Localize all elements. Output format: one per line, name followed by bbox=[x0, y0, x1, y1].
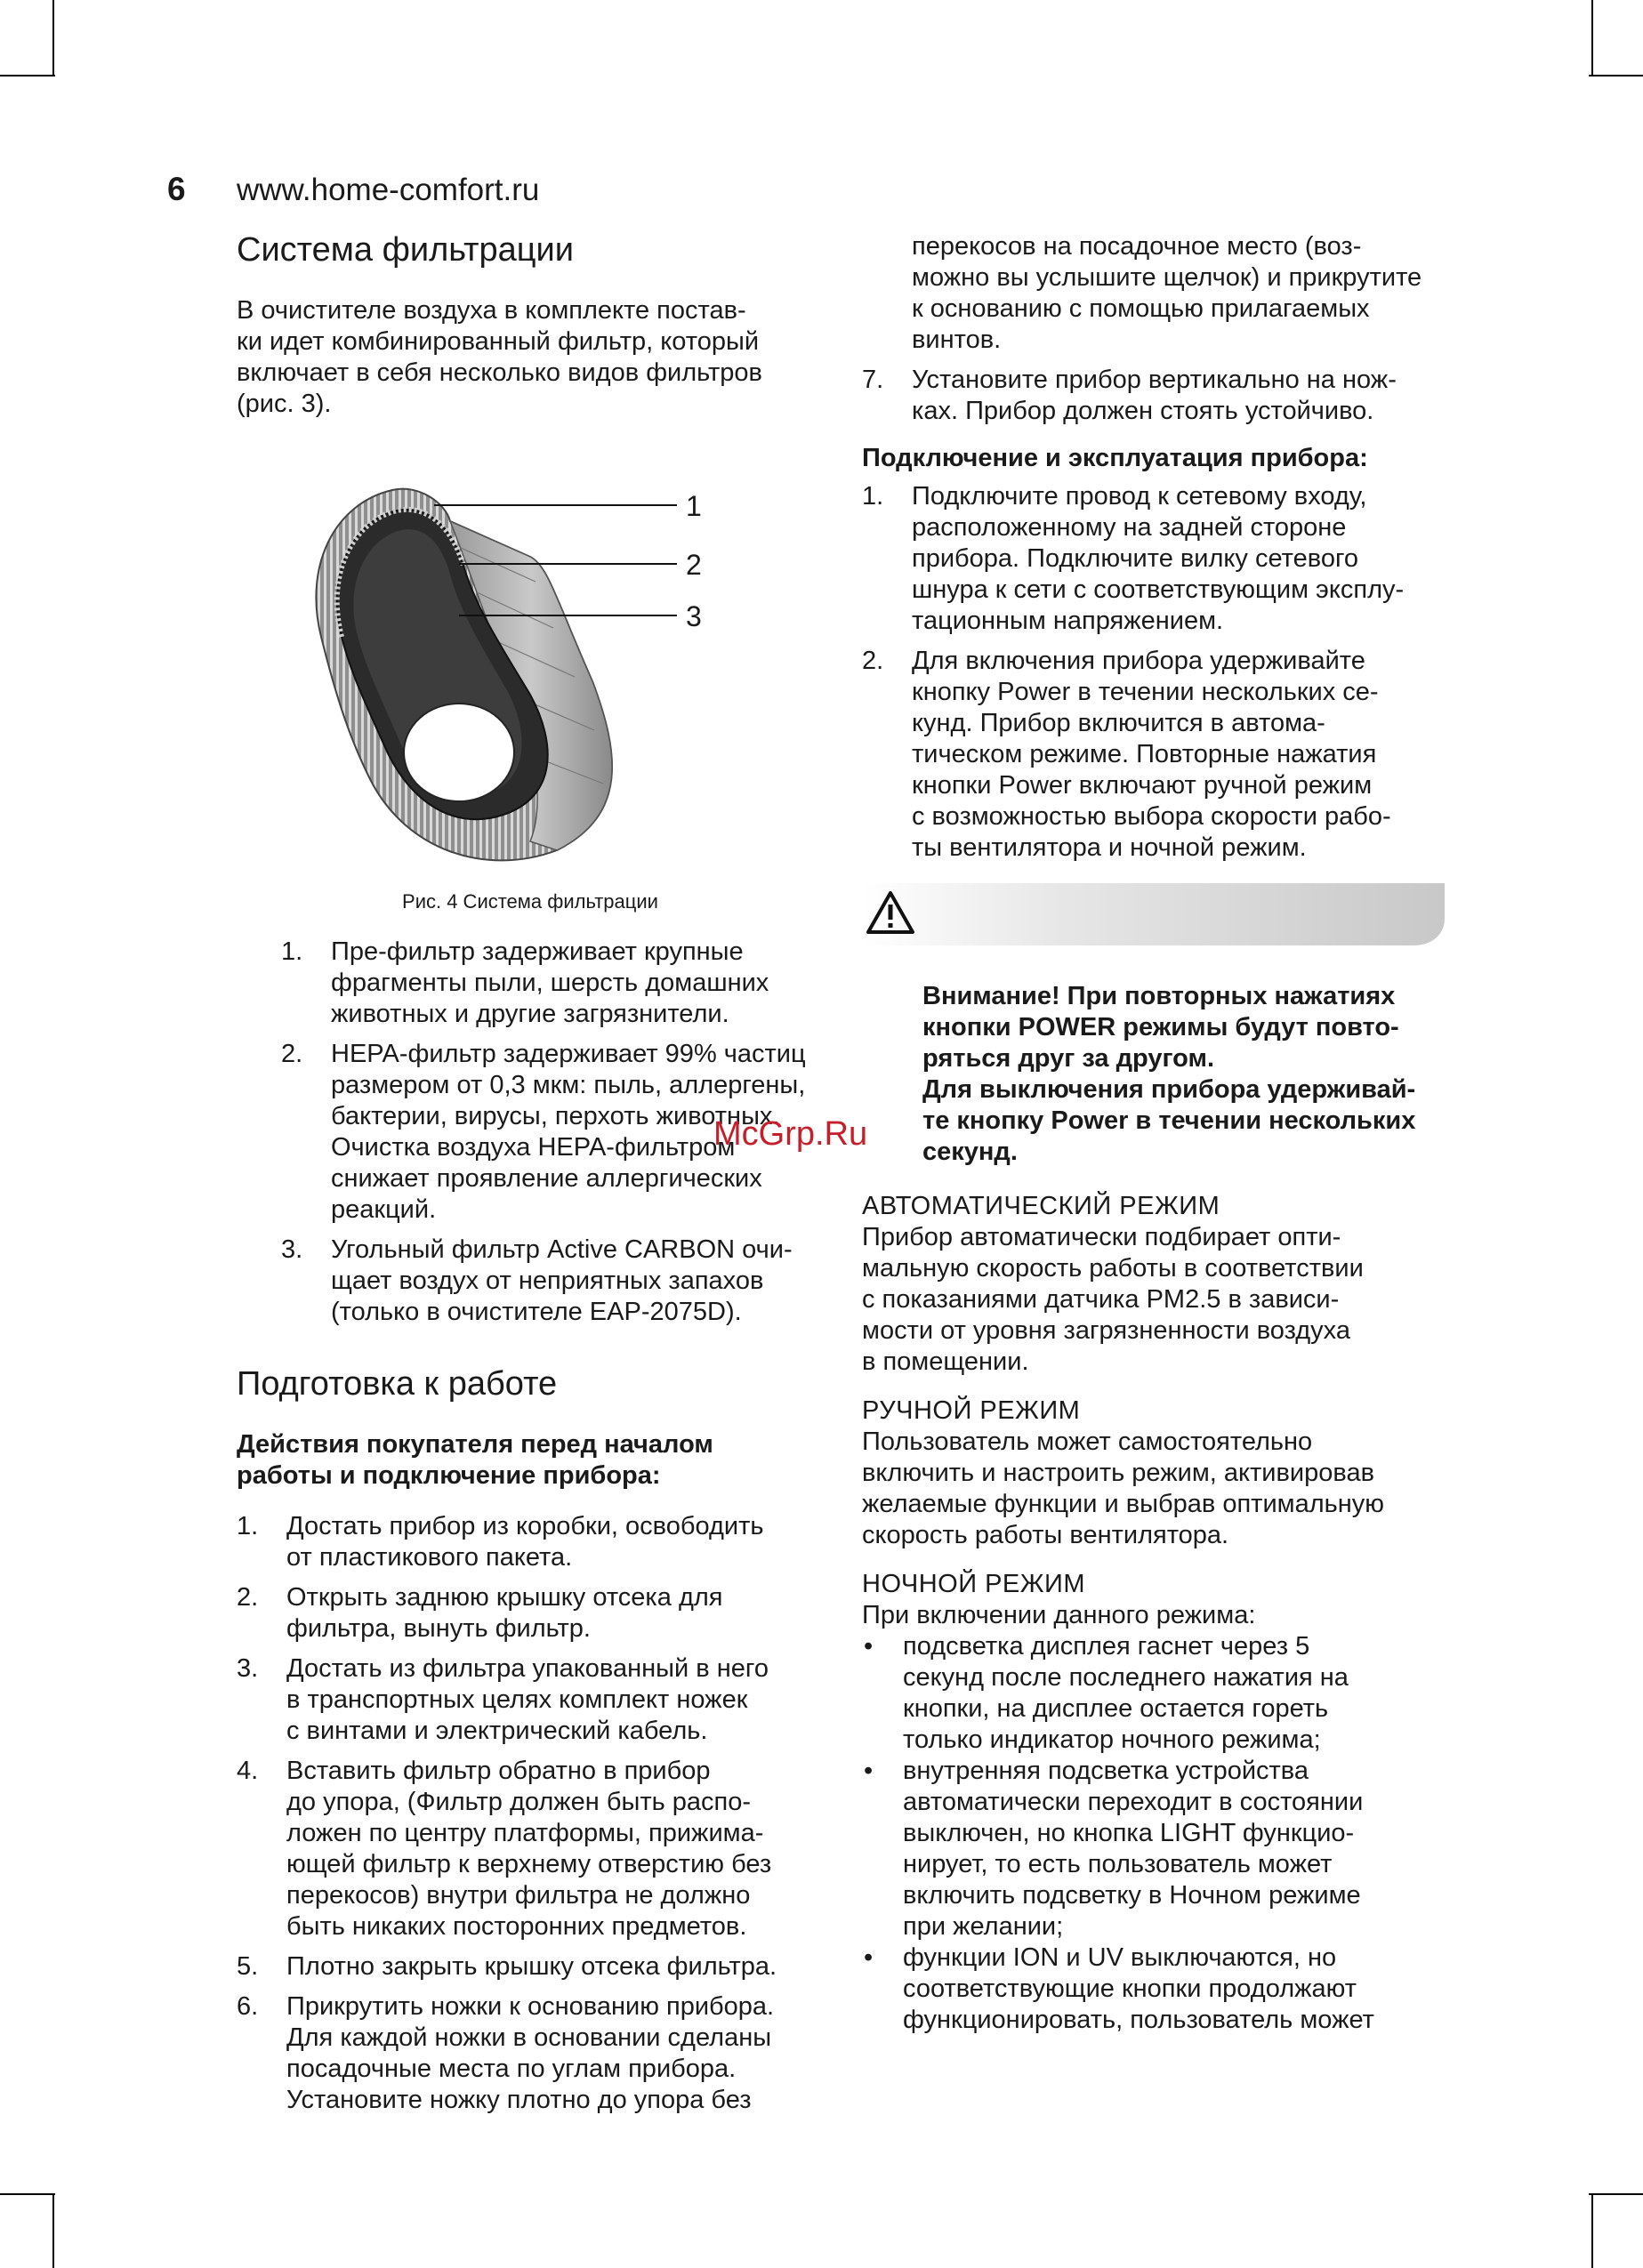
prep-subtitle: Действия покупателя перед началом работы и подключение прибора: bbox=[237, 1430, 713, 1490]
step6-continued: перекосов на посадочное место (воз- можно вы услышите щелчок) и прикрутите к основанию с помощью прилагаемых винтов. bbox=[912, 232, 1422, 354]
night-mode-list bbox=[862, 1631, 1449, 2036]
list-number: 2. bbox=[862, 647, 884, 675]
prep-title: Подготовка к работе bbox=[237, 1365, 558, 1403]
bullet: • bbox=[864, 1757, 874, 1785]
filter-illustration bbox=[237, 459, 824, 877]
connect-title: Подключение и эксплуатация прибора: bbox=[862, 444, 1368, 472]
crop-mark bbox=[0, 2193, 55, 2195]
list-text: Открыть заднюю крышку отсека для фильтра, вынуть фильтр. bbox=[286, 1583, 723, 1643]
filtration-title: Система фильтрации bbox=[237, 231, 574, 269]
list-item bbox=[862, 481, 1449, 637]
night-mode-title: НОЧНОЙ РЕЖИМ bbox=[862, 1570, 1086, 1598]
figure-label-1: 1 bbox=[686, 490, 702, 522]
list-item bbox=[237, 1991, 824, 2116]
crop-mark bbox=[1591, 2193, 1593, 2268]
list-number: 7. bbox=[862, 366, 884, 394]
list-number: 1. bbox=[281, 937, 303, 966]
warning-text: Внимание! При повторных нажатиях кнопки POWER режимы будут повто- ряться друг за другом. Для выключения прибора удерживай- те кнопку Power в течении нескольких секунд. bbox=[922, 982, 1416, 1166]
auto-mode-text: Прибор автоматически подбирает опти- мальную скорость работы в соответствии с показаниями датчика PM2.5 в зависи- мости от уровня загрязненности воздуха в помещении. bbox=[862, 1223, 1364, 1376]
filtration-intro: В очистителе воздуха в комплекте постав- ки идет комбинированный фильтр, который включает в себя несколько видов фильтров (рис. 3). bbox=[237, 296, 762, 418]
list-text: HEPA-фильтр задерживает 99% частиц размером от 0,3 мкм: пыль, аллергены, бактерии, вирусы, перхоть животных. Очистка воздуха HEPA-фильтром снижает проявление аллергических реакций. bbox=[331, 1040, 806, 1224]
list-item bbox=[862, 365, 1449, 427]
list-item bbox=[237, 1511, 824, 1573]
manual-mode-text: Пользователь может самостоятельно включить и настроить режим, активировав желаемые функции и выбрав оптимальную скорость работы вентилятора. bbox=[862, 1428, 1385, 1549]
site-url[interactable]: www.home-comfort.ru bbox=[237, 173, 540, 207]
right-column bbox=[862, 231, 1449, 2036]
watermark: McGrp.Ru bbox=[713, 1115, 868, 1153]
crop-mark bbox=[0, 75, 55, 76]
list-item bbox=[237, 1653, 824, 1747]
bullet: • bbox=[864, 1632, 874, 1661]
list-text: Подключите провод к сетевому входу, расположенному на задней стороне прибора. Подключите вилку сетевого шнура к сети с соответствующим эксплу- тационным напряжением. bbox=[912, 482, 1405, 635]
list-text: функции ION и UV выключаются, но соответствующие кнопки продолжают функционировать, пользователь может bbox=[903, 1943, 1374, 2034]
warning-bar-graphic bbox=[862, 883, 1445, 945]
list-item bbox=[862, 1756, 1449, 1942]
crop-mark bbox=[1591, 0, 1593, 75]
page-number: 6 bbox=[167, 171, 186, 207]
list-text: Установите прибор вертикально на нож- ках. Прибор должен стоять устойчиво. bbox=[912, 366, 1397, 425]
list-text: Пре-фильтр задерживает крупные фрагменты пыли, шерсть домашних животных и другие загрязнители. bbox=[331, 937, 769, 1028]
night-mode-intro: При включении данного режима: bbox=[862, 1601, 1256, 1629]
bullet: • bbox=[864, 1943, 874, 1972]
manual-mode-title: РУЧНОЙ РЕЖИМ bbox=[862, 1396, 1081, 1425]
list-item bbox=[281, 937, 824, 1030]
list-item bbox=[862, 1631, 1449, 1756]
list-number: 5. bbox=[237, 1952, 259, 1981]
list-number: 1. bbox=[862, 482, 884, 511]
list-text: подсветка дисплея гаснет через 5 секунд после последнего нажатия на кнопки, на дисплее остается гореть только индикатор ночного режима; bbox=[903, 1632, 1349, 1754]
list-item bbox=[237, 1582, 824, 1645]
list-number: 2. bbox=[237, 1583, 259, 1612]
list-item bbox=[237, 1951, 824, 1982]
figure-caption: Рис. 4 Система фильтрации bbox=[402, 890, 658, 913]
figure-label-3: 3 bbox=[686, 600, 702, 632]
list-number: 1. bbox=[237, 1512, 259, 1540]
warning-icon bbox=[866, 890, 915, 935]
warning-banner bbox=[862, 883, 1445, 945]
crop-mark bbox=[52, 0, 54, 75]
list-item bbox=[237, 1756, 824, 1942]
list-number: 2. bbox=[281, 1040, 303, 1068]
crop-mark bbox=[1589, 2193, 1643, 2195]
list-number: 3. bbox=[237, 1654, 259, 1683]
list-text: Прикрутить ножки к основанию прибора. Для каждой ножки в основании сделаны посадочные места по углам прибора. Установите ножку плотно до упора без bbox=[286, 1992, 775, 2114]
list-item bbox=[862, 646, 1449, 864]
filter-figure bbox=[237, 459, 824, 877]
auto-mode-title: АВТОМАТИЧЕСКИЙ РЕЖИМ bbox=[862, 1192, 1220, 1220]
prep-steps-list bbox=[237, 1511, 824, 2116]
list-text: Угольный фильтр Active CARBON очи- щает воздух от неприятных запахов (только в очистителе EAP-2075D). bbox=[331, 1235, 793, 1326]
list-number: 3. bbox=[281, 1235, 303, 1264]
list-text: внутренняя подсветка устройства автоматически переходит в состоянии выключен, но кнопка LIGHT функцио- нирует, то есть пользователь может включить подсветку в Ночном режиме при желании; bbox=[903, 1757, 1364, 1941]
list-item bbox=[281, 1235, 824, 1328]
connect-steps-list bbox=[862, 481, 1449, 864]
list-item bbox=[862, 1942, 1449, 2036]
figure-label-2: 2 bbox=[686, 549, 702, 581]
list-text: Плотно закрыть крышку отсека фильтра. bbox=[286, 1952, 777, 1981]
left-column bbox=[237, 229, 824, 2125]
list-text: Для включения прибора удерживайте кнопку Power в течении нескольких се- кунд. Прибор включится в автома- тическом режиме. Повторные нажатия кнопки Power включают ручной режим с возможностью выбора скорости рабо- ты вентилятора и ночной режим. bbox=[912, 647, 1391, 862]
crop-mark bbox=[52, 2193, 54, 2268]
list-text: Вставить фильтр обратно в прибор до упора, (Фильтр должен быть распо- ложен по центру платформы, прижима- ющей фильтр к верхнему отверстию без перекосов) внутри фильтра не должно быть никаких посторонних предметов. bbox=[286, 1757, 772, 1941]
list-text: Достать прибор из коробки, освободить от пластикового пакета. bbox=[286, 1512, 764, 1572]
list-number: 6. bbox=[237, 1992, 259, 2021]
list-number: 4. bbox=[237, 1757, 259, 1785]
crop-mark bbox=[1589, 75, 1643, 76]
list-text: Достать из фильтра упакованный в него в транспортных целях комплект ножек с винтами и электрический кабель. bbox=[286, 1654, 769, 1745]
step7-list bbox=[862, 365, 1449, 427]
